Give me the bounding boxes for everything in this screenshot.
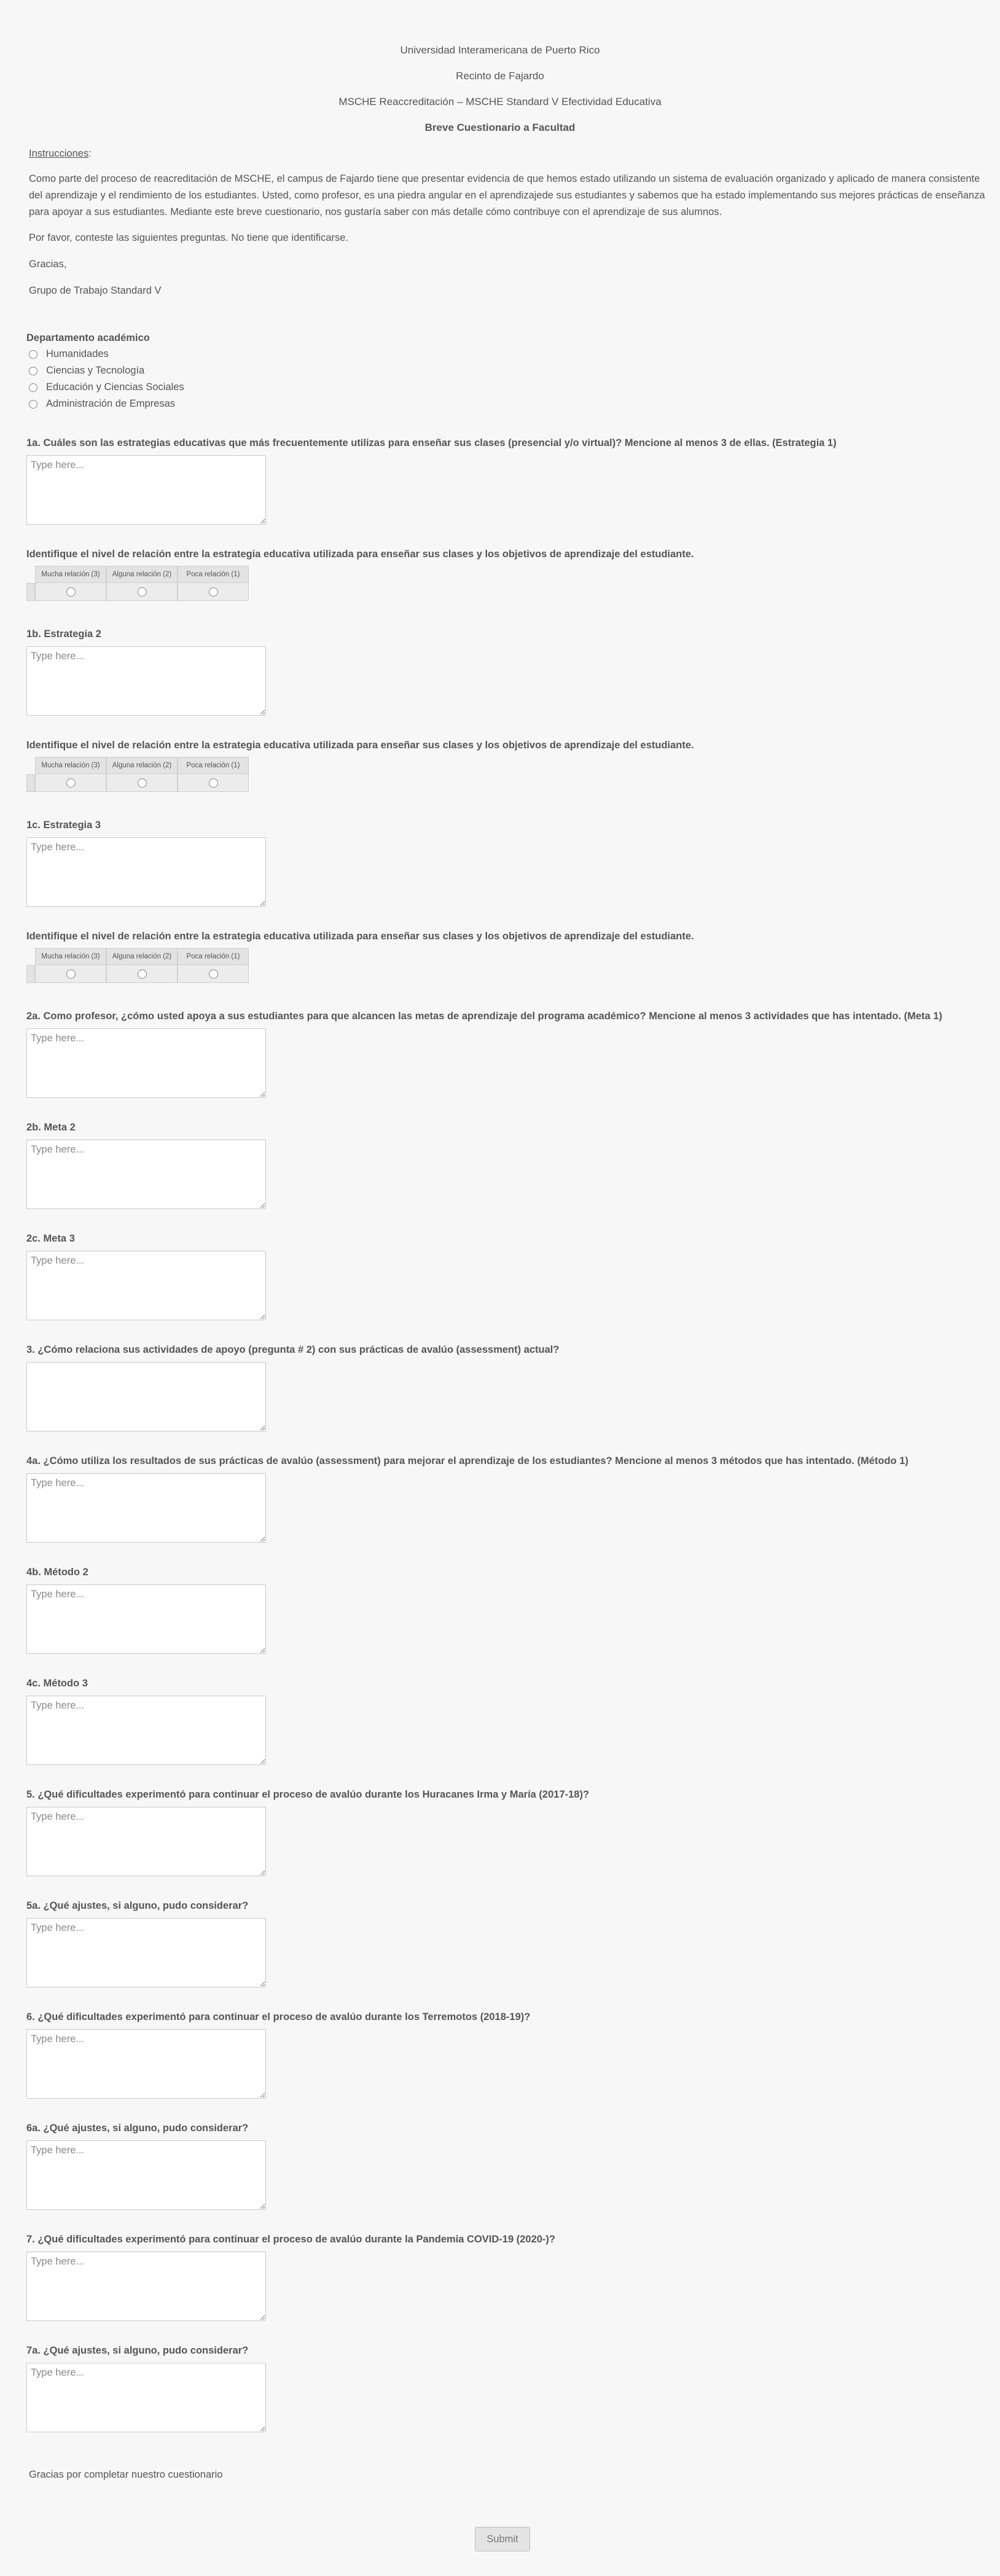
- question-2b-input[interactable]: [26, 1140, 266, 1209]
- department-option-administracion[interactable]: Administración de Empresas: [29, 398, 175, 410]
- question-2b-label: 2b. Meta 2: [26, 1122, 76, 1133]
- matrix-3-radio-1[interactable]: [209, 969, 218, 979]
- matrix-2: [26, 757, 249, 792]
- question-5-input[interactable]: [26, 1807, 266, 1876]
- form-title: Breve Cuestionario a Facultad: [424, 122, 576, 133]
- question-1a-label: 1a. Cuáles son las estrategias educativas que más frecuentemente utilizas para enseñar sus clases (presencial y/o virtual)? Mencione al menos 3 de ellas. (Estrategia 1): [26, 437, 837, 448]
- question-2c-label: 2c. Meta 3: [26, 1233, 75, 1244]
- closing-text: Gracias por completar nuestro cuestionario: [29, 2469, 223, 2480]
- accreditation-line: MSCHE Reaccreditación – MSCHE Standard V Efectividad Educativa: [338, 96, 662, 108]
- question-3-input[interactable]: [26, 1362, 266, 1431]
- question-6a-label: 6a. ¿Qué ajustes, si alguno, pudo considerar?: [26, 2123, 249, 2134]
- matrix-2-col-3: Mucha relación (3): [35, 757, 106, 774]
- department-option-educacion[interactable]: Educación y Ciencias Sociales: [29, 382, 184, 393]
- department-option-ciencias[interactable]: Ciencias y Tecnología: [29, 365, 144, 377]
- question-6-input[interactable]: [26, 2029, 266, 2099]
- question-4b-input[interactable]: [26, 1584, 266, 1654]
- question-1b-label: 1b. Estrategia 2: [26, 628, 101, 640]
- matrix-1-col-1: Poca relación (1): [178, 566, 249, 583]
- question-4a-input[interactable]: [26, 1473, 266, 1543]
- question-7a-input[interactable]: [26, 2363, 266, 2432]
- question-6a-input[interactable]: [26, 2140, 266, 2210]
- question-4b-label: 4b. Método 2: [26, 1567, 88, 1578]
- question-1a-input[interactable]: [26, 455, 266, 525]
- instructions-paragraph: Como parte del proceso de reacreditación de MSCHE, el campus de Fajardo tiene que presentar evidencia de que hemos estado utilizando un sistema de evaluación organizado y aplicado de manera consistente del aprendizaje y el rendimiento de los estudiantes. Usted, como profesor, es una piedra angular en el aprendizajede sus estudiantes y sabemos que ha estado implementando sus mejores prácticas de enseñanza para apoyar a sus estudiantes. Mediante este breve cuestionario, nos gustaría saber con más detalle cómo contribuye con el aprendizaje de sus alumnos.: [29, 173, 985, 217]
- question-7a-label: 7a. ¿Qué ajustes, si alguno, pudo considerar?: [26, 2345, 249, 2356]
- matrix-1: [26, 566, 249, 601]
- matrix-1-radio-1[interactable]: [209, 587, 218, 597]
- signature-text: Grupo de Trabajo Standard V: [29, 285, 162, 296]
- question-4c-label: 4c. Método 3: [26, 1678, 88, 1689]
- matrix-2-col-2: Alguna relación (2): [106, 757, 178, 774]
- matrix-2-label: Identifique el nivel de relación entre la estrategia educativa utilizada para enseñar sus clases y los objetivos de aprendizaje del estudiante.: [26, 740, 694, 751]
- matrix-1-radio-3[interactable]: [66, 587, 76, 597]
- matrix-3-label: Identifique el nivel de relación entre la estrategia educativa utilizada para enseñar sus clases y los objetivos de aprendizaje del estudiante.: [26, 931, 694, 942]
- radio-icon[interactable]: [29, 350, 37, 359]
- instructions-note: Por favor, conteste las siguientes preguntas. No tiene que identificarse.: [29, 232, 349, 243]
- question-2a-label: 2a. Como profesor, ¿cómo usted apoya a sus estudiantes para que alcancen las metas de aprendizaje del programa académico? Mencione al menos 3 actividades que has intentado. (Meta 1): [26, 1011, 942, 1022]
- instructions-block: Instrucciones:: [29, 148, 92, 159]
- matrix-3-col-3: Mucha relación (3): [35, 948, 106, 965]
- question-2a-input[interactable]: [26, 1028, 266, 1098]
- submit-button[interactable]: Submit: [475, 2527, 530, 2551]
- question-4a-label: 4a. ¿Cómo utiliza los resultados de sus prácticas de avalúo (assessment) para mejorar el aprendizaje de los estudiantes? Mencione al menos 3 métodos que has intentado. (Método 1): [26, 1455, 908, 1466]
- matrix-1-col-3: Mucha relación (3): [35, 566, 106, 583]
- instructions-label: Instrucciones: [29, 148, 89, 159]
- radio-icon[interactable]: [29, 367, 37, 375]
- matrix-2-col-1: Poca relación (1): [178, 757, 249, 774]
- matrix-2-radio-3[interactable]: [66, 778, 76, 788]
- question-4c-input[interactable]: [26, 1696, 266, 1765]
- radio-icon[interactable]: [29, 400, 37, 409]
- matrix-1-radio-2[interactable]: [138, 587, 147, 597]
- university-name: Universidad Interamericana de Puerto Rico: [400, 44, 600, 56]
- matrix-3: [26, 948, 249, 983]
- question-2c-input[interactable]: [26, 1251, 266, 1320]
- radio-icon[interactable]: [29, 383, 37, 392]
- matrix-1-col-2: Alguna relación (2): [106, 566, 178, 583]
- question-1c-label: 1c. Estrategia 3: [26, 820, 101, 831]
- question-6-label: 6. ¿Qué dificultades experimentó para continuar el proceso de avalúo durante los Terremotos (2018-19)?: [26, 2011, 531, 2022]
- matrix-3-col-2: Alguna relación (2): [106, 948, 178, 965]
- question-1c-input[interactable]: [26, 837, 266, 907]
- matrix-3-col-1: Poca relación (1): [178, 948, 249, 965]
- campus-name: Recinto de Fajardo: [456, 70, 544, 82]
- question-3-label: 3. ¿Cómo relaciona sus actividades de apoyo (pregunta # 2) con sus prácticas de avalúo (assessment) actual?: [26, 1344, 560, 1355]
- thanks-text: Gracias,: [29, 259, 67, 270]
- question-7-label: 7. ¿Qué dificultades experimentó para continuar el proceso de avalúo durante la Pandemia COVID-19 (2020-)?: [26, 2234, 555, 2245]
- question-5a-input[interactable]: [26, 1918, 266, 1987]
- matrix-2-radio-1[interactable]: [209, 778, 218, 788]
- matrix-1-label: Identifique el nivel de relación entre la estrategia educativa utilizada para enseñar sus clases y los objetivos de aprendizaje del estudiante.: [26, 549, 694, 560]
- matrix-3-radio-2[interactable]: [138, 969, 147, 979]
- department-option-humanidades[interactable]: Humanidades: [29, 348, 109, 360]
- question-5a-label: 5a. ¿Qué ajustes, si alguno, pudo considerar?: [26, 1900, 249, 1911]
- matrix-3-radio-3[interactable]: [66, 969, 76, 979]
- question-5-label: 5. ¿Qué dificultades experimentó para continuar el proceso de avalúo durante los Huracanes Irma y María (2017-18)?: [26, 1789, 590, 1800]
- department-label: Departamento académico: [26, 332, 150, 343]
- matrix-2-radio-2[interactable]: [138, 778, 147, 788]
- question-1b-input[interactable]: [26, 646, 266, 716]
- question-7-input[interactable]: [26, 2252, 266, 2321]
